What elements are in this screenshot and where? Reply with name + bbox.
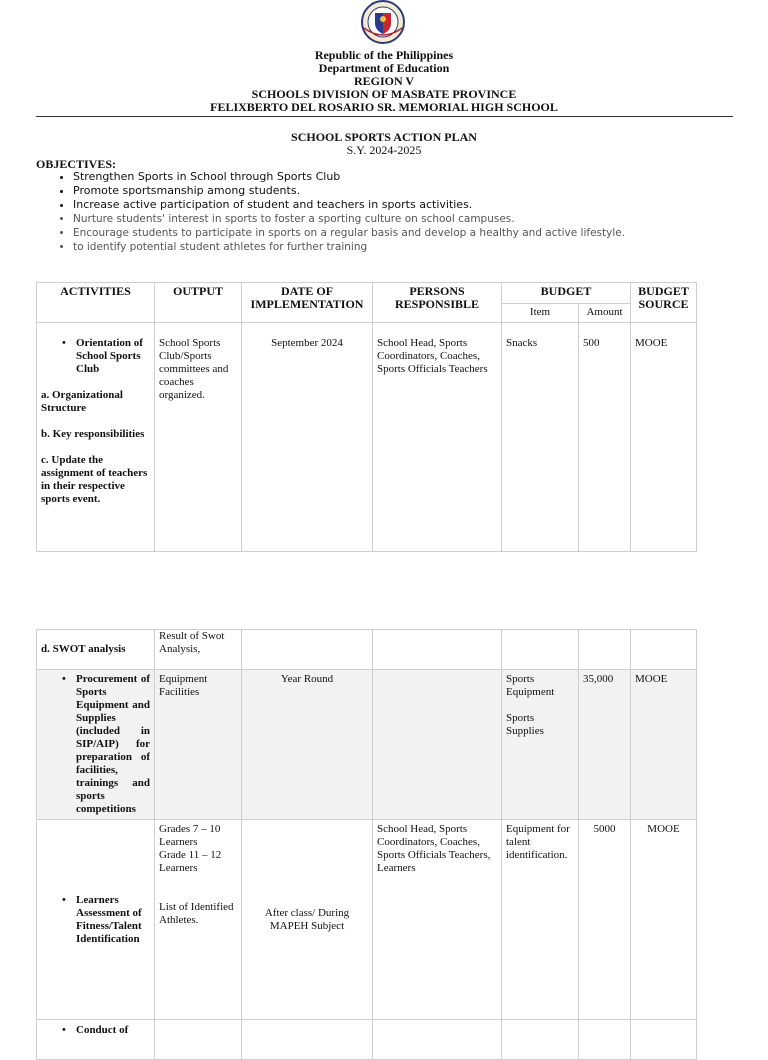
header-date: DATE OF IMPLEMENTATION (242, 283, 373, 323)
header-line-school: FELIXBERTO DEL ROSARIO SR. MEMORIAL HIGH SCHOOL (210, 100, 558, 114)
header-activities: ACTIVITIES (37, 283, 155, 323)
date-cell: After class/ During MAPEH Subject (242, 820, 373, 1020)
activity-cell (37, 323, 155, 552)
output-cell: Equipment Facilities (155, 670, 242, 820)
output-cell (155, 820, 242, 1020)
objective-item: • to identify potential student athletes for further training (73, 240, 753, 254)
activity-swot: d. SWOT analysis (37, 630, 155, 670)
amount-cell: 500 (579, 323, 631, 552)
output-cell: School Sports Club/Sports committees and coaches organized. (155, 323, 242, 552)
output-grades-11-12: Grade 11 – 12 Learners (159, 849, 222, 874)
item-cell: Snacks (502, 323, 579, 552)
item-sports-equipment: Sports Equipment (506, 673, 555, 698)
objective-item: • Increase active participation of student and teachers in sports activities. (73, 198, 753, 212)
output-cell: Result of Swot Analysis, (155, 630, 242, 670)
header-divider (36, 116, 733, 117)
objectives-list (55, 170, 753, 254)
header-budget: BUDGET (502, 283, 631, 304)
source-cell: MOOE (631, 323, 697, 552)
date-cell: September 2024 (242, 323, 373, 552)
persons-cell: School Head, Sports Coordinators, Coaches, Sports Officials Teachers (373, 323, 502, 552)
amount-cell: 5000 (579, 820, 631, 1020)
header-persons: PERSONS RESPONSIBLE (373, 283, 502, 323)
amount-cell: 35,000 (579, 670, 631, 820)
output-identified-athletes: List of Identified Athletes. (159, 901, 234, 926)
table-row (37, 630, 697, 670)
source-cell: MOOE (631, 820, 697, 1020)
persons-cell: School Head, Sports Coordinators, Coaches, Sports Officials Teachers, Learners (373, 820, 502, 1020)
header-line-division: SCHOOLS DIVISION OF MASBATE PROVINCE (251, 87, 517, 101)
date-cell: Year Round (242, 670, 373, 820)
activity-cell (37, 1020, 155, 1060)
activity-sub-a: a. Organizational Structure (41, 389, 123, 414)
action-plan-table-page1 (36, 282, 697, 552)
header-amount: Amount (579, 304, 631, 323)
objective-item: • Strengthen Sports in School through Sports Club (73, 170, 753, 184)
activity-assessment: • Learners Assessment of Fitness/Talent Identification (76, 894, 150, 946)
objectives-heading: OBJECTIVES: (36, 157, 117, 171)
header-budget-source: BUDGET SOURCE (631, 283, 697, 323)
objective-item: • Promote sportsmanship among students. (73, 184, 753, 198)
objective-item: • Encourage students to participate in sports on a regular basis and develop a healthy and active lifestyle. (73, 226, 753, 240)
table-row (37, 323, 697, 552)
school-year: S.Y. 2024-2025 (346, 143, 422, 157)
output-grades-7-10: Grades 7 – 10 Learners (159, 823, 221, 848)
item-cell (502, 670, 579, 820)
objective-item: • Nurture students' interest in sports to foster a sporting culture on school campuses. (73, 212, 753, 226)
header-line-republic: Republic of the Philippines (314, 48, 454, 62)
table-row (37, 1020, 697, 1060)
header-item: Item (502, 304, 579, 323)
activity-conduct: • Conduct of (76, 1024, 150, 1037)
item-sports-supplies: Sports Supplies (506, 712, 544, 737)
header-output: OUTPUT (155, 283, 242, 323)
source-cell: MOOE (631, 670, 697, 820)
document-title: SCHOOL SPORTS ACTION PLAN (291, 130, 477, 144)
header-line-department: Department of Education (318, 61, 450, 75)
activity-orientation: • Orientation of School Sports Club (76, 337, 150, 376)
activity-procurement: • Procurement of Sports Equipment and Supplies (included in SIP/AIP) for preparation of facilities, trainings and sports competitions (76, 673, 150, 816)
activity-sub-c: c. Update the assignment of teachers in their respective sports event. (41, 454, 148, 505)
activity-cell (37, 820, 155, 1020)
activity-sub-b: b. Key responsibilities (41, 428, 145, 440)
action-plan-table-page2 (36, 629, 697, 1060)
table-row (37, 820, 697, 1020)
table-row (37, 670, 697, 820)
deped-seal-logo (354, 0, 412, 46)
header-line-region: REGION V (353, 74, 415, 88)
activity-cell (37, 670, 155, 820)
item-cell: Equipment for talent identification. (502, 820, 579, 1020)
